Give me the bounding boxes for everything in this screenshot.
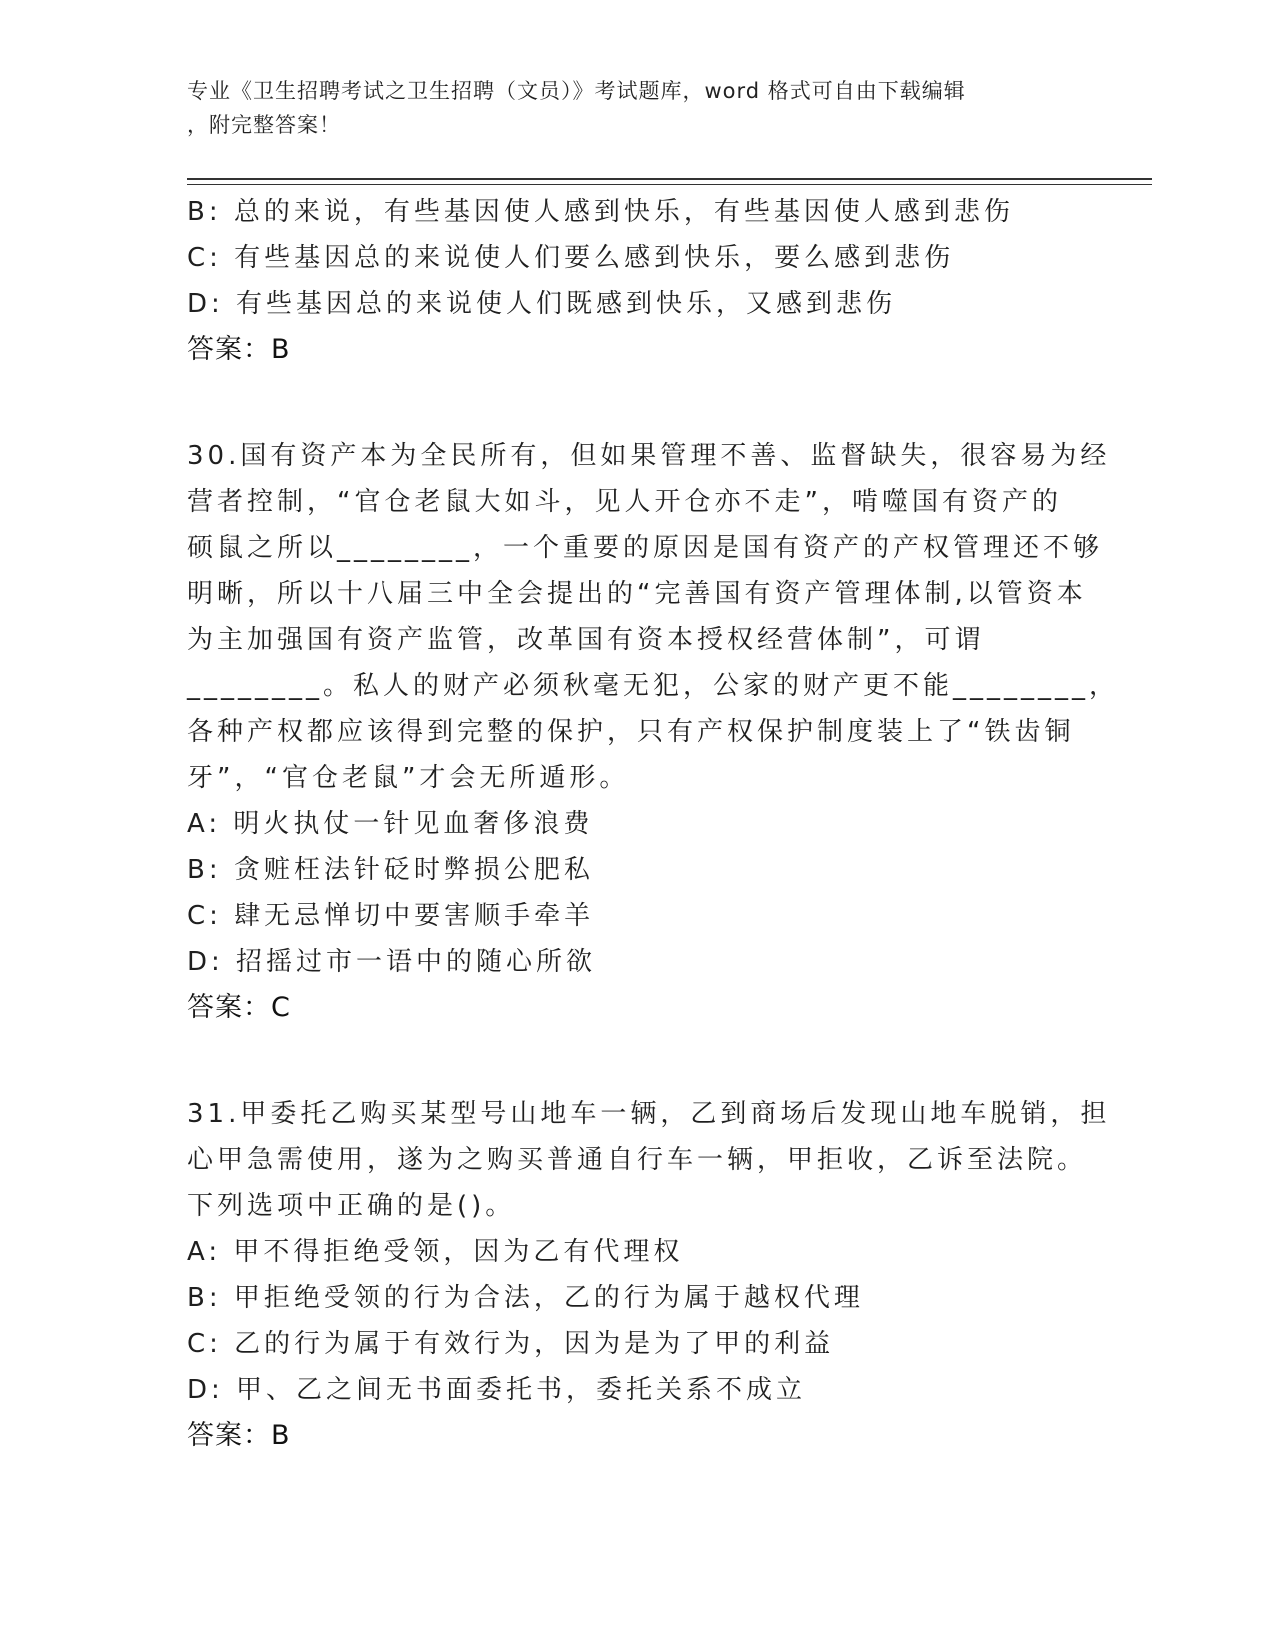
question-content [187,189,1120,1459]
option-d: D: 招摇过市一语中的随心所欲 [187,947,597,977]
header-line-2: ，附完整答案！ [187,113,341,137]
page-header [187,74,1067,142]
question-30 [187,433,1120,1031]
option-a: A: 明火执仗一针见血奢侈浪费 [187,809,594,839]
header-rule [187,178,1152,180]
answer: 答案：B [187,1420,291,1451]
spacer [187,1031,1087,1091]
option-b: B: 甲拒绝受领的行为合法，乙的行为属于越权代理 [187,1283,864,1313]
question-text-line: 牙”，“官仓老鼠”才会无所遁形。 [187,763,630,793]
option-d: D: 有些基因总的来说使人们既感到快乐，又感到悲伤 [187,289,897,319]
option-d: D: 甲、乙之间无书面委托书，委托关系不成立 [187,1375,807,1405]
spacer [187,373,1087,433]
question-text-line: 明晰，所以十八届三中全会提出的“完善国有资产管理体制,以管资本 [187,579,1087,609]
option-a: A: 甲不得拒绝受领，因为乙有代理权 [187,1237,684,1267]
header-line-1: 专业《卫生招聘考试之卫生招聘（文员）》考试题库，word 格式可自由下载编辑 [187,79,966,103]
question-text-line: 31.甲委托乙购买某型号山地车一辆，乙到商场后发现山地车脱销，担 [187,1099,1111,1129]
question-text-line: 各种产权都应该得到完整的保护，只有产权保护制度装上了“铁齿铜 [187,717,1075,747]
header-rule-thin [187,184,1152,185]
prev-question-block [187,189,1087,373]
question-text-line: 30.国有资产本为全民所有，但如果管理不善、监督缺失，很容易为经 [187,441,1111,471]
question-text-line: ________。私人的财产必须秋毫无犯，公家的财产更不能________， [187,671,1120,701]
question-text-line: 下列选项中正确的是()。 [187,1191,516,1221]
option-c: C: 乙的行为属于有效行为，因为是为了甲的利益 [187,1329,835,1359]
option-c: C: 有些基因总的来说使人们要么感到快乐，要么感到悲伤 [187,243,955,273]
question-text-line: 营者控制，“官仓老鼠大如斗，见人开仓亦不走”，啃噬国有资产的 [187,487,1062,517]
answer: 答案：C [187,992,291,1023]
question-text-line: 心甲急需使用，遂为之购买普通自行车一辆，甲拒收，乙诉至法院。 [187,1145,1088,1175]
option-b: B: 贪赃枉法针砭时弊损公肥私 [187,855,594,885]
option-b: B: 总的来说，有些基因使人感到快乐，有些基因使人感到悲伤 [187,197,1014,227]
question-31 [187,1091,1111,1459]
question-text-line: 为主加强国有资产监管，改革国有资本授权经营体制”，可谓 [187,625,985,655]
answer: 答案：B [187,334,291,365]
option-c: C: 肆无忌惮切中要害顺手牵羊 [187,901,595,931]
question-text-line: 硕鼠之所以________，一个重要的原因是国有资产的产权管理还不够 [187,533,1104,563]
